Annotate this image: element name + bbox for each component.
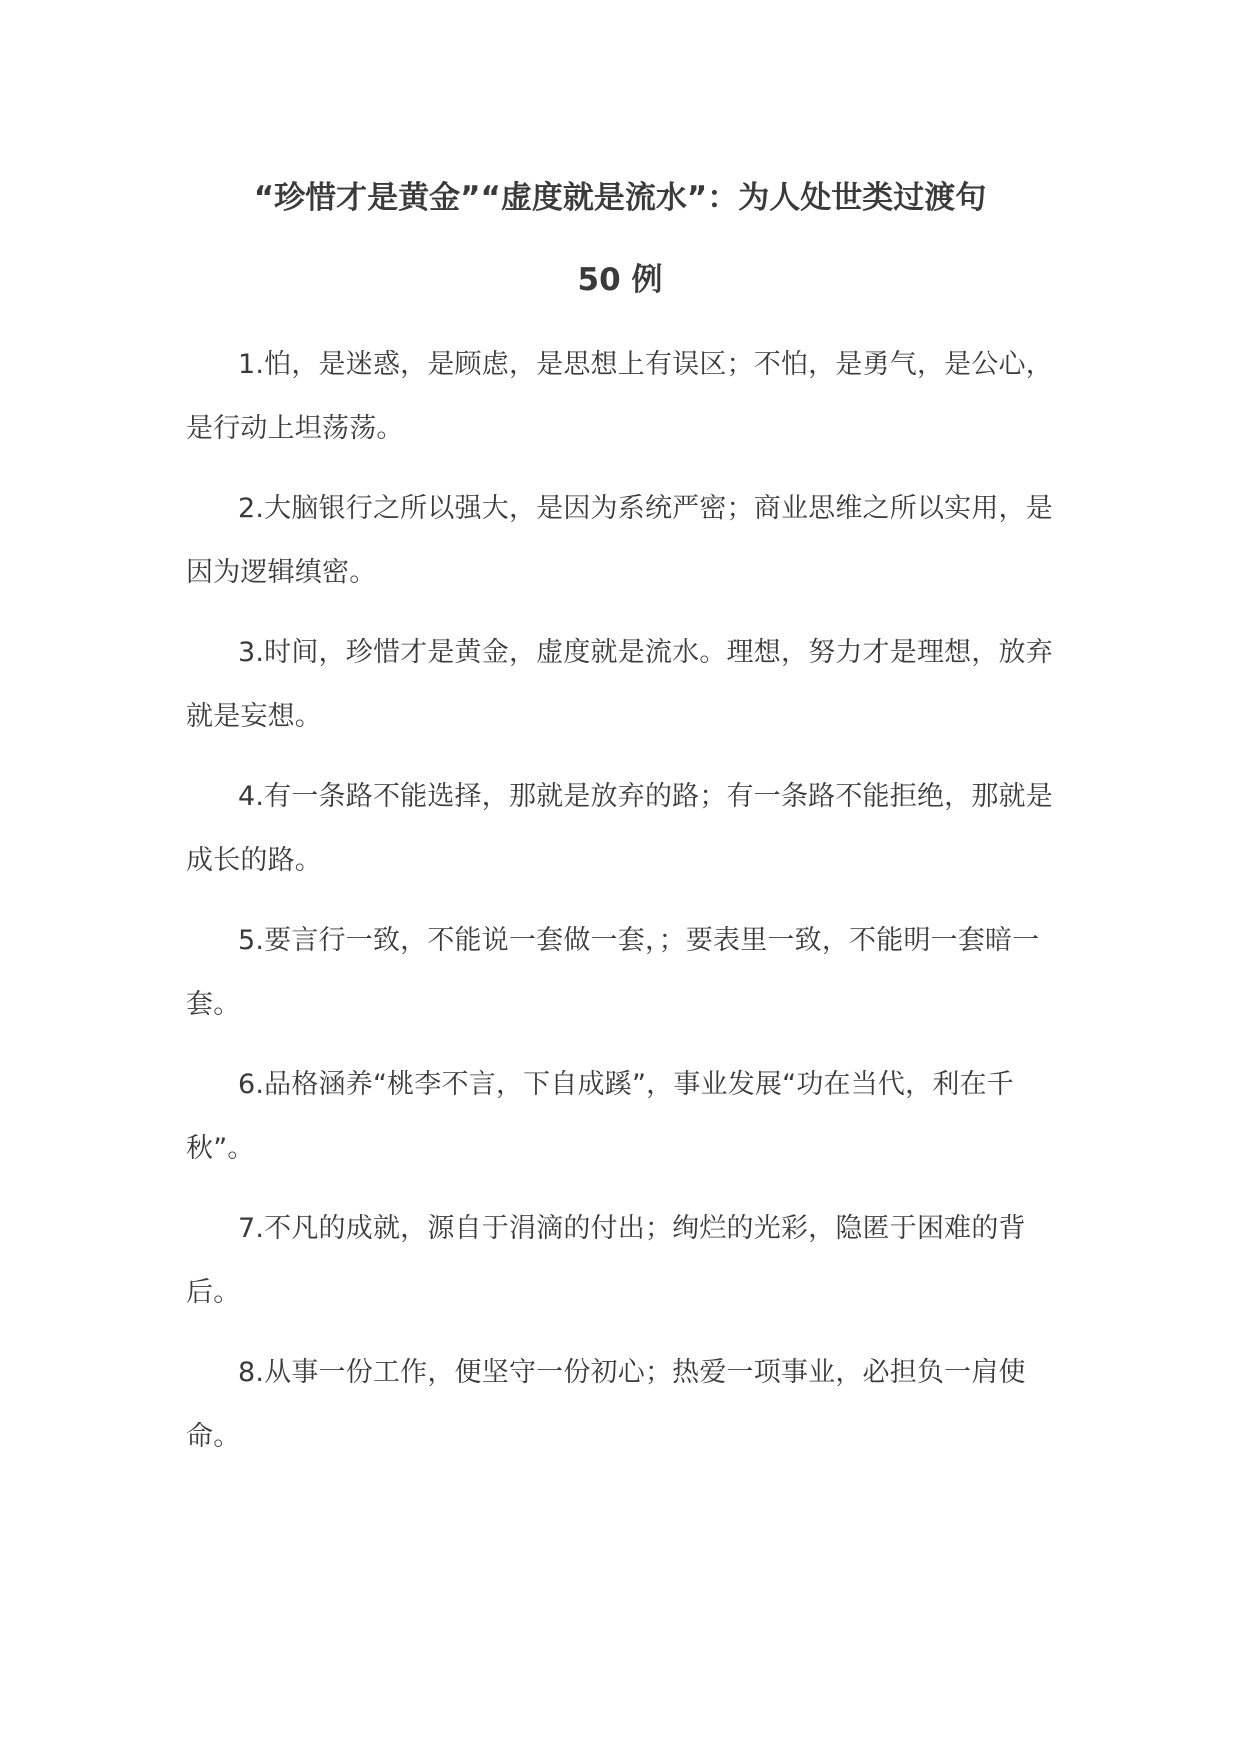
paragraph-4: 4.有一条路不能选择，那就是放弃的路；有一条路不能拒绝，那就是成长的路。 (186, 781, 1053, 876)
paragraph-1: 1.怕，是迷惑，是顾虑，是思想上有误区；不怕，是勇气，是公心，是行动上坦荡荡。 (186, 349, 1053, 444)
document-title-line-2: 50 例 (577, 262, 663, 298)
paragraph-7: 7.不凡的成就，源自于涓滴的付出；绚烂的光彩，隐匿于困难的背后。 (186, 1213, 1026, 1308)
paragraph-5: 5.要言行一致，不能说一套做一套，；要表里一致，不能明一套暗一套。 (186, 925, 1040, 1020)
paragraph-3: 3.时间，珍惜才是黄金，虚度就是流水。理想，努力才是理想，放弃就是妄想。 (186, 637, 1053, 732)
document-title-line-1: “珍惜才是黄金”“虚度就是流水”：为人处世类过渡句 (253, 180, 987, 216)
paragraph-8: 8.从事一份工作，便坚守一份初心；热爱一项事业，必担负一肩使命。 (186, 1357, 1026, 1452)
document-body (186, 333, 1066, 1485)
paragraph-6: 6.品格涵养“桃李不言，下自成蹊”，事业发展“功在当代，利在千秋”。 (186, 1069, 1014, 1164)
paragraph-2: 2.大脑银行之所以强大，是因为系统严密；商业思维之所以实用，是因为逻辑缜密。 (186, 493, 1053, 588)
